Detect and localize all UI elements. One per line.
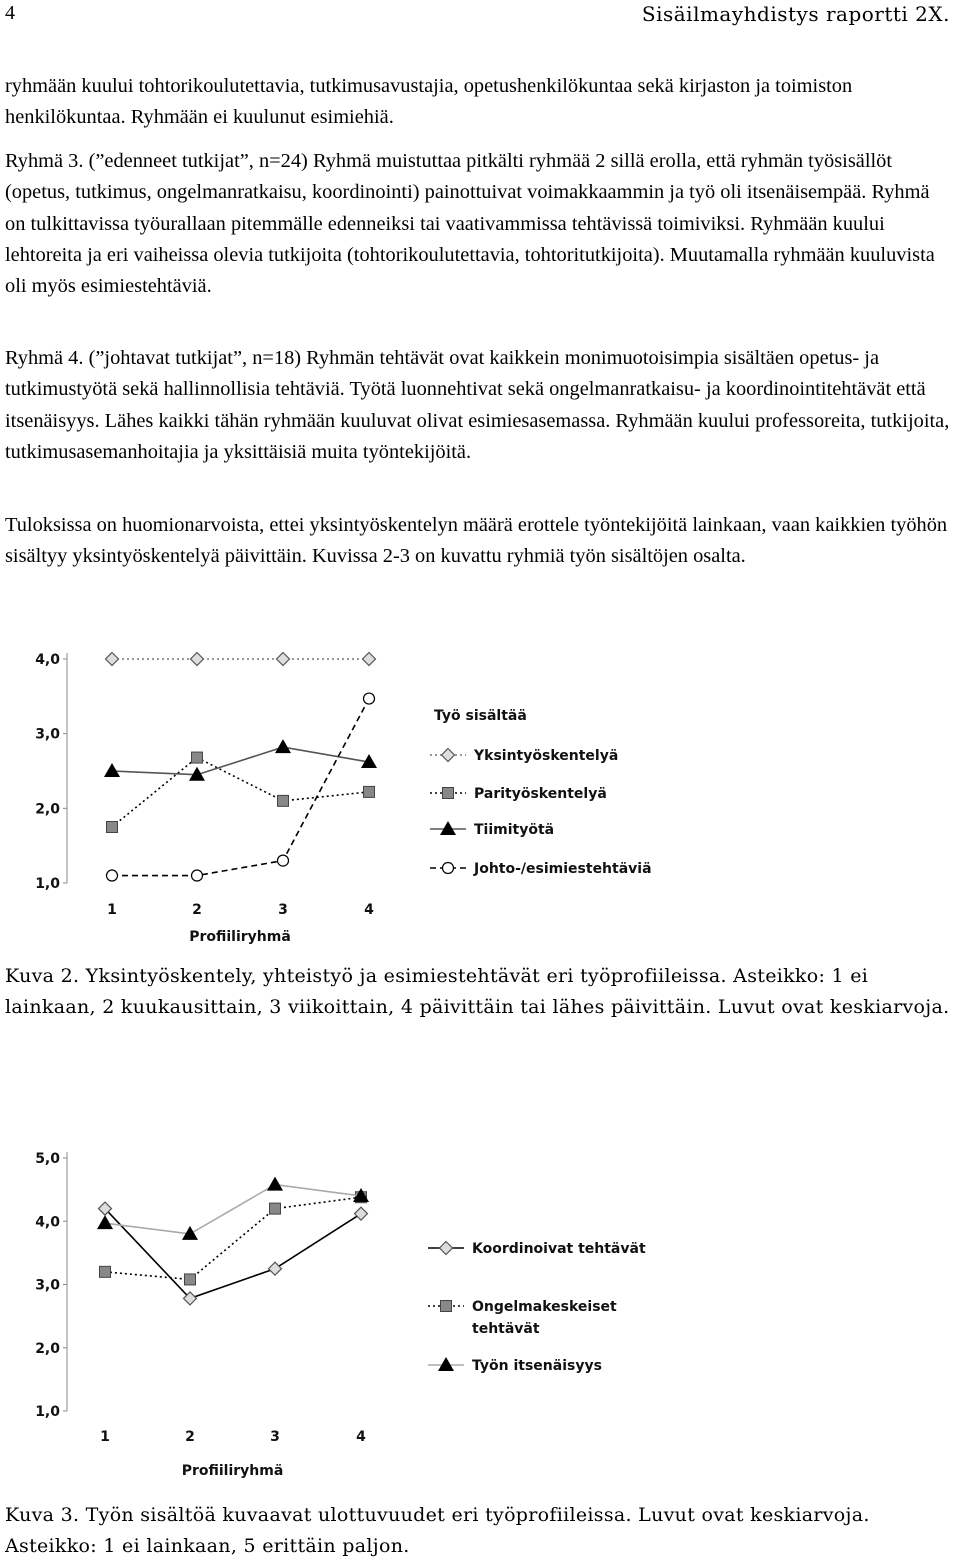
running-header: Sisäilmayhdistys raportti 2X. xyxy=(641,2,950,26)
legend-label xyxy=(472,1299,617,1337)
x-tick-label: 3 xyxy=(270,1429,280,1445)
data-point xyxy=(192,870,203,881)
x-tick-label: 1 xyxy=(107,902,117,918)
data-point xyxy=(270,1203,281,1214)
data-point xyxy=(355,1207,368,1220)
legend-marker xyxy=(440,821,456,835)
legend-label-line: tehtävät xyxy=(472,1321,540,1337)
x-tick-label: 3 xyxy=(278,902,288,918)
series-line xyxy=(105,1209,361,1299)
data-point xyxy=(363,653,376,666)
y-tick-label: 1,0 xyxy=(35,876,60,892)
data-point xyxy=(364,693,375,704)
y-tick-label: 4,0 xyxy=(35,1214,60,1231)
x-tick-label: 2 xyxy=(185,1429,195,1445)
data-point xyxy=(269,1262,282,1275)
data-point xyxy=(191,653,204,666)
paragraph-group3: Ryhmä 3. (”edenneet tutkijat”, n=24) Ryhmä muistuttaa pitkälti ryhmää 2 sillä erolla, että ryhmän työsisällöt (opetus, tutkimus, ongelmanratkaisu, koordinointi) painottuivat voimakkaammin ja työ oli itsenäisempää. Ryhmä on tulkittavissa työurallaan pitemmälle edenneiksi tai vaativammissa tehtävissä toimiviksi. Ryhmään kuului lehtoreita ja eri vaiheissa olevia tutkijoita (tohtorikoulutettavia, tohtoritutkijoita). Muutamalla ryhmään kuuluvista oli myös esimiestehtäviä. xyxy=(5,150,935,298)
data-point xyxy=(100,1266,111,1277)
legend-marker xyxy=(441,1301,452,1312)
data-point xyxy=(185,1274,196,1285)
series-line xyxy=(112,758,369,827)
caption-figure-3: Kuva 3. Työn sisältöä kuvaavat ulottuvuudet eri työprofiileissa. Luvut ovat keskiarvoja. Asteikko: 1 ei lainkaan, 5 erittäin paljon. xyxy=(5,1504,870,1557)
x-tick-label: 4 xyxy=(356,1429,366,1445)
x-axis-title: Profiiliryhmä xyxy=(181,1463,284,1479)
legend-marker xyxy=(443,863,454,874)
legend-label: Parityöskentelyä xyxy=(474,786,607,802)
y-tick-label: 3,0 xyxy=(35,726,60,743)
x-axis-title: Profiiliryhmä xyxy=(189,929,291,945)
caption-figure-2: Kuva 2. Yksintyöskentely, yhteistyö ja esimiestehtävät eri työprofiileissa. Asteikko: 1 ei lainkaan, 2 kuukausittain, 3 viikoittain, 4 päivittäin tai lähes päivittäin. Luvut ovat keskiarvoja. xyxy=(5,965,950,1018)
data-point xyxy=(192,752,203,763)
data-point xyxy=(267,1177,283,1191)
legend-label-line: Ongelmakeskeiset xyxy=(472,1299,617,1315)
y-tick-label: 3,0 xyxy=(35,1277,60,1294)
data-point xyxy=(104,763,120,777)
page-number: 4 xyxy=(5,2,15,24)
y-tick-label: 4,0 xyxy=(35,652,60,668)
legend-label: Yksintyöskentelyä xyxy=(474,748,619,764)
legend-marker xyxy=(438,1357,454,1371)
legend-label: Koordinoivat tehtävät xyxy=(472,1241,646,1257)
x-tick-label: 4 xyxy=(364,902,374,918)
y-tick-label: 2,0 xyxy=(35,801,60,818)
series-line xyxy=(105,1185,361,1234)
x-tick-label: 1 xyxy=(100,1429,110,1445)
legend-label: Tiimityötä xyxy=(474,822,555,838)
data-point xyxy=(364,786,375,797)
data-point xyxy=(107,870,118,881)
legend-label: Johto-/esimiestehtäviä xyxy=(474,861,652,877)
legend-marker xyxy=(440,1242,453,1255)
series-line xyxy=(112,699,369,876)
paragraph-group2-continuation: ryhmään kuului tohtorikoulutettavia, tutkimusavustajia, opetushenkilökuntaa sekä kirjaston ja toimiston henkilökuntaa. Ryhmään ei kuulunut esimiehiä. xyxy=(5,75,853,129)
data-point xyxy=(278,795,289,806)
paragraph-results: Tuloksissa on huomionarvoista, ettei yksintyöskentelyn määrä erottele työntekijöitä lainkaan, vaan kaikkien työhön sisältyy yksintyöskentelyä päivittäin. Kuvissa 2-3 on kuvattu ryhmiä työn sisältöjen osalta. xyxy=(5,514,948,568)
legend-marker xyxy=(442,749,455,762)
chart-work-content xyxy=(0,630,960,950)
chart-work-dimensions xyxy=(0,1140,960,1490)
y-tick-label: 5,0 xyxy=(35,1151,60,1167)
y-tick-label: 1,0 xyxy=(35,1404,60,1420)
data-point xyxy=(278,855,289,866)
data-point xyxy=(97,1215,113,1229)
legend-marker xyxy=(443,788,454,799)
data-point xyxy=(277,653,290,666)
legend-label: Työn itsenäisyys xyxy=(472,1358,602,1374)
paragraph-group4: Ryhmä 4. (”johtavat tutkijat”, n=18) Ryhmän tehtävät ovat kaikkein monimuotoisimpia sisältäen opetus- ja tutkimustyötä sekä hallinnollisia tehtäviä. Työtä luonnehtivat sekä ongelmanratkaisu- ja koordinointitehtävät että itsenäisyys. Lähes kaikki tähän ryhmään kuuluvat olivat esimiesasemassa. Ryhmään kuului professoreita, tutkijoita, tutkimusasemanhoitajia ja yksittäisiä muita työntekijöitä. xyxy=(5,347,950,463)
data-point xyxy=(106,653,119,666)
x-tick-label: 2 xyxy=(192,902,202,918)
data-point xyxy=(275,739,291,753)
legend-title: Työ sisältää xyxy=(434,708,527,724)
y-tick-label: 2,0 xyxy=(35,1340,60,1357)
data-point xyxy=(107,822,118,833)
